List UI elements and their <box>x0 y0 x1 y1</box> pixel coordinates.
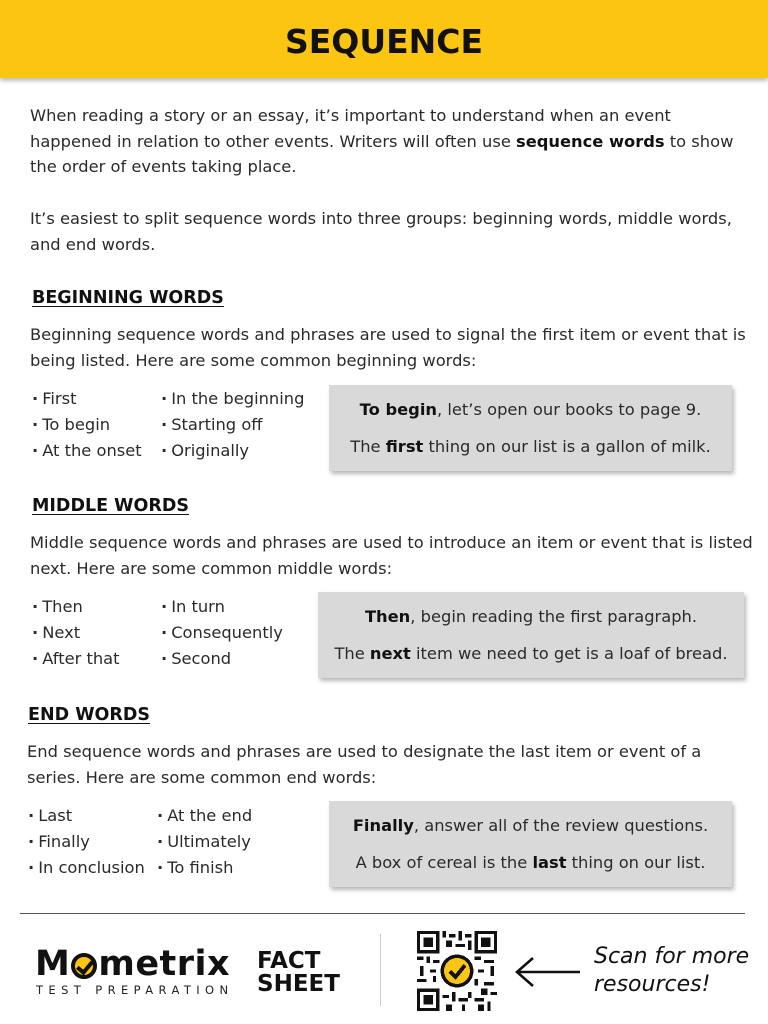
example-keyword: last <box>532 853 567 872</box>
example-text: , begin reading the first paragraph. <box>410 607 698 626</box>
end-words-list-1 <box>28 803 145 881</box>
middle-words-list-1 <box>32 594 120 672</box>
fact-sheet-label <box>257 950 340 996</box>
list-item: · In turn <box>161 594 283 620</box>
fact-label-line: FACT <box>257 948 321 974</box>
intro-bold-term: sequence words <box>516 131 665 151</box>
middle-words-heading: MIDDLE WORDS <box>32 496 189 516</box>
list-item: · First <box>32 386 142 412</box>
list-item: · To finish <box>157 855 252 881</box>
sheet-label-line: SHEET <box>257 971 340 997</box>
list-item: · Next <box>32 620 120 646</box>
qr-code-icon[interactable] <box>417 931 497 1011</box>
scan-line-2: resources! <box>594 972 711 997</box>
list-item: · In conclusion <box>28 855 145 881</box>
end-example-box <box>329 801 732 887</box>
example-text: , answer all of the review questions. <box>413 816 709 835</box>
example-keyword: next <box>369 644 411 663</box>
checkmark-o-icon <box>71 953 97 979</box>
logo-text: metrix <box>98 944 231 984</box>
intro-text-before: When reading a story or an essay, it’s important to understand when an event happened in relation to other events. Writers will often use <box>30 106 671 151</box>
example-text: thing on our list is a gallon of milk. <box>423 437 711 456</box>
beginning-words-list-2 <box>161 386 304 464</box>
beginning-example-box <box>329 385 732 471</box>
list-item: · At the onset <box>32 438 142 464</box>
list-item: · Originally <box>161 438 304 464</box>
intro-paragraph-1 <box>30 103 750 180</box>
example-sentence <box>334 635 727 672</box>
list-item: · Last <box>28 803 145 829</box>
example-text: item we need to get is a loaf of bread. <box>410 644 728 663</box>
logo-tagline: TEST PREPARATION <box>36 983 234 997</box>
beginning-words-heading: BEGINNING WORDS <box>32 288 224 308</box>
example-sentence <box>350 428 711 465</box>
example-text: The <box>334 644 370 663</box>
middle-words-list-2 <box>161 594 283 672</box>
page-title: SEQUENCE <box>284 21 484 61</box>
footer-divider <box>20 913 745 914</box>
scan-line-1: Scan for more <box>594 944 750 969</box>
example-keyword: To begin <box>359 400 437 419</box>
example-sentence <box>360 391 702 428</box>
end-words-list-2 <box>157 803 252 881</box>
example-sentence <box>365 598 697 635</box>
arrow-left-icon <box>513 954 583 990</box>
list-item: · To begin <box>32 412 142 438</box>
header-banner <box>0 0 768 78</box>
middle-words-description: Middle sequence words and phrases are used to introduce an item or event that is listed next. Here are some common middle words: <box>30 533 753 578</box>
list-item: · Then <box>32 594 120 620</box>
end-words-description: End sequence words and phrases are used to designate the last item or event of a series. Here are some common end words: <box>27 742 702 787</box>
intro-text-after: to show the order of events taking place. <box>30 131 734 176</box>
list-item: · At the end <box>157 803 252 829</box>
list-item: · After that <box>32 646 120 672</box>
example-keyword: Finally <box>352 816 414 835</box>
example-keyword: Then <box>364 607 411 626</box>
end-words-heading: END WORDS <box>28 705 151 725</box>
list-item: · Ultimately <box>157 829 252 855</box>
middle-example-box <box>318 592 744 678</box>
example-text: The <box>350 437 386 456</box>
scan-caption <box>594 943 749 999</box>
example-text: , let’s open our books to page 9. <box>437 400 702 419</box>
intro-paragraph-2: It’s easiest to split sequence words into three groups: beginning words, middle words, and end words. <box>30 209 732 254</box>
list-item: · Second <box>161 646 283 672</box>
example-text: A box of cereal is the <box>355 853 533 872</box>
example-sentence <box>356 844 706 881</box>
list-item: · Finally <box>28 829 145 855</box>
footer-vertical-divider <box>380 934 381 1006</box>
mometrix-logo <box>35 946 230 982</box>
example-keyword: first <box>385 437 424 456</box>
beginning-words-list-1 <box>32 386 142 464</box>
list-item: · In the beginning <box>161 386 304 412</box>
example-text: thing on our list. <box>566 853 706 872</box>
logo-letter-m: M <box>35 944 71 984</box>
beginning-words-description: Beginning sequence words and phrases are used to signal the first item or event that is being listed. Here are some common beginning words: <box>30 325 746 370</box>
list-item: · Starting off <box>161 412 304 438</box>
list-item: · Consequently <box>161 620 283 646</box>
example-sentence <box>353 807 708 844</box>
